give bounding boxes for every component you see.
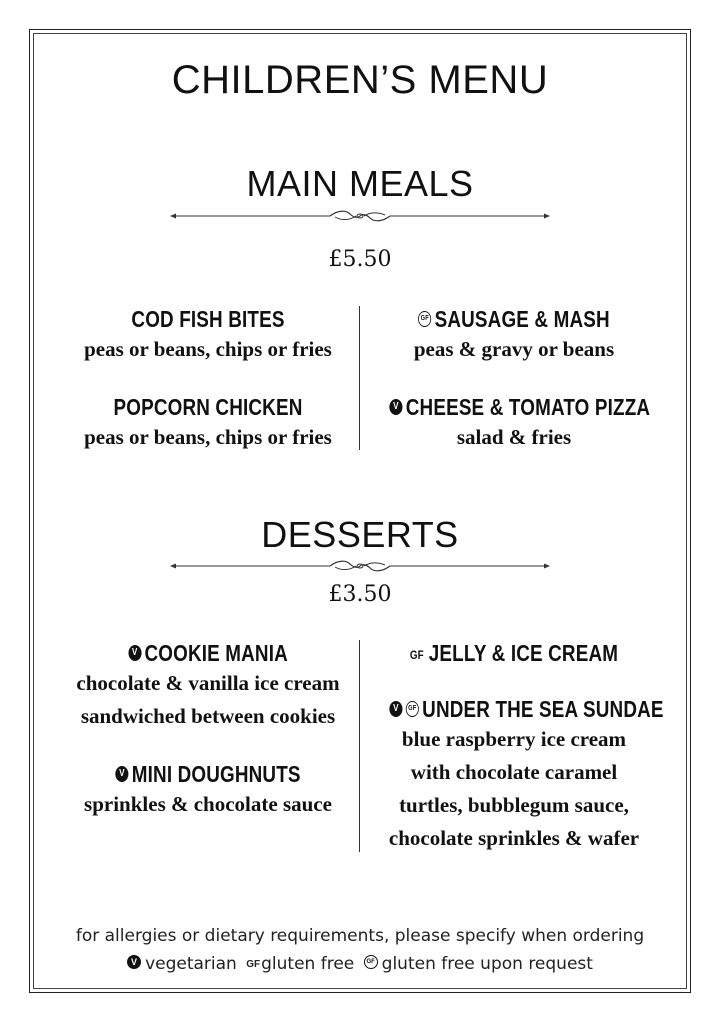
item-description-line: sandwiched between cookies xyxy=(80,704,336,728)
allergy-note: for allergies or dietary requirements, please specify when ordering xyxy=(75,926,645,946)
vegetarian-icon: V xyxy=(389,701,402,717)
item-name: UNDER THE SEA SUNDAE xyxy=(422,696,664,722)
gluten-free-on-request-icon: GF xyxy=(364,955,378,969)
item-name: COOKIE MANIA xyxy=(144,640,288,666)
item-name: JELLY & ICE CREAM xyxy=(428,640,619,666)
item-name-row xyxy=(389,394,651,421)
item-description-line: chocolate & vanilla ice cream xyxy=(76,671,340,695)
menu-item-popcorn-chicken xyxy=(48,394,368,454)
vegetarian-icon: V xyxy=(389,399,402,415)
item-description-line: chocolate sprinkles & wafer xyxy=(388,826,640,850)
item-description: salad & fries xyxy=(456,425,572,449)
item-description-line: with chocolate caramel xyxy=(410,760,618,784)
item-name: POPCORN CHICKEN xyxy=(113,394,303,420)
item-name-row xyxy=(389,306,638,333)
gluten-free-on-request-icon: GF xyxy=(406,701,419,717)
dietary-legend xyxy=(0,954,720,974)
page-title: CHILDREN’S MENU xyxy=(171,58,549,102)
item-name-row xyxy=(389,696,664,723)
item-name: COD FISH BITES xyxy=(131,306,285,332)
menu-item-cod-fish-bites xyxy=(48,306,368,366)
item-name-row xyxy=(77,640,339,667)
menu-item-jelly-ice-cream xyxy=(362,640,666,667)
gluten-free-on-request-icon: GF xyxy=(418,311,431,327)
item-name: SAUSAGE & MASH xyxy=(434,306,610,332)
item-name-row xyxy=(77,761,339,788)
legend-gluten-free: gluten free xyxy=(261,954,355,974)
item-name: MINI DOUGHNUTS xyxy=(131,761,301,787)
main-meals-price: £5.50 xyxy=(328,247,392,272)
menu-item-cookie-mania xyxy=(48,640,368,733)
item-name: CHEESE & TOMATO PIZZA xyxy=(405,394,651,420)
item-description: peas or beans, chips or fries xyxy=(84,337,332,361)
desserts-ornament xyxy=(170,559,550,573)
vegetarian-icon: V xyxy=(128,645,141,661)
item-description: peas or beans, chips or fries xyxy=(84,425,332,449)
menu-item-under-the-sea-sundae xyxy=(362,696,666,855)
desserts-price: £3.50 xyxy=(328,582,392,607)
vegetarian-icon: V xyxy=(127,955,141,969)
menu-item-cheese-tomato-pizza xyxy=(362,394,666,454)
gluten-free-icon: GF xyxy=(409,647,424,662)
item-name-row xyxy=(389,640,638,667)
desserts-heading: DESSERTS xyxy=(261,514,459,555)
menu-item-sausage-mash xyxy=(362,306,666,366)
legend-gluten-free-on-request: gluten free upon request xyxy=(381,954,593,974)
item-description: peas & gravy or beans xyxy=(413,337,615,361)
vegetarian-icon: V xyxy=(115,766,128,782)
item-description-line: turtles, bubblegum sauce, xyxy=(399,793,629,817)
main-meals-ornament xyxy=(170,209,550,223)
main-meals-heading: MAIN MEALS xyxy=(246,163,474,204)
item-description-line: sprinkles & chocolate sauce xyxy=(84,792,332,816)
menu-item-mini-doughnuts xyxy=(48,761,368,821)
gluten-free-icon: GF xyxy=(246,958,261,970)
legend-vegetarian: vegetarian xyxy=(145,954,237,974)
item-description-line: blue raspberry ice cream xyxy=(401,727,627,751)
